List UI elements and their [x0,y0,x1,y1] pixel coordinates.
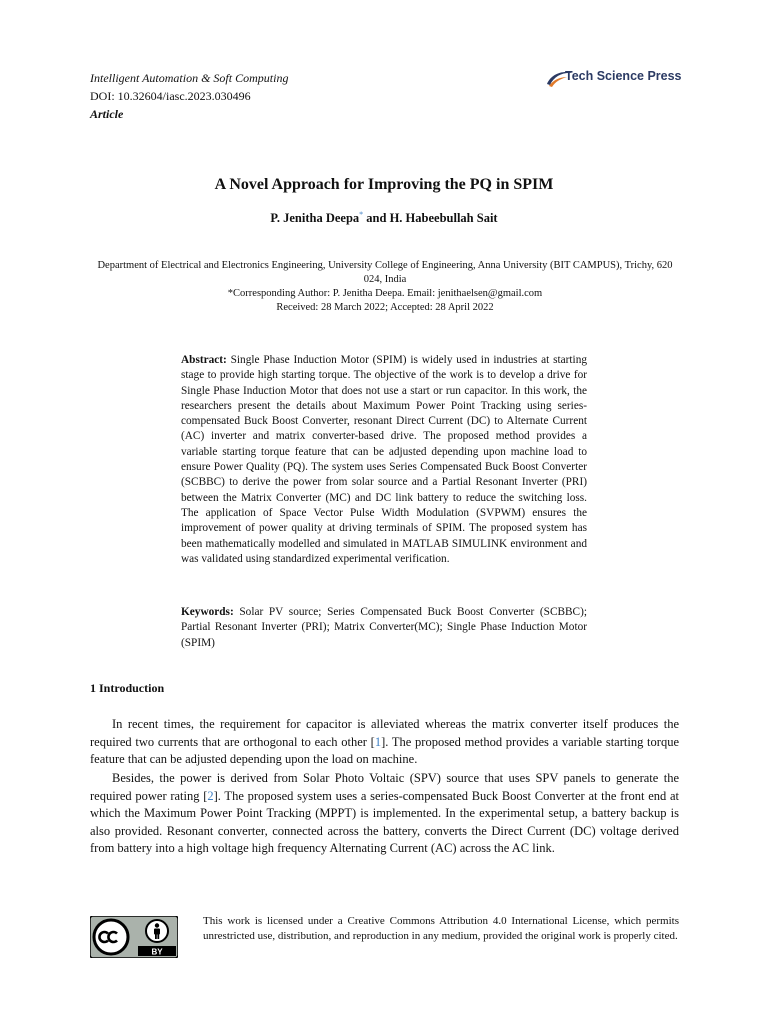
article-type: Article [90,107,124,121]
corresponding-author: *Corresponding Author: P. Jenitha Deepa. Email: jenithaelsen@gmail.com [227,288,543,299]
keywords-label: Keywords: [181,606,234,618]
affiliation-block [90,259,680,315]
cc-by-text: BY [151,947,163,957]
paragraph-text: ]. The proposed system uses a series-compensated Buck Boost Converter at the front end at which the Maximum Power Point Tracking (MPPT) is implemented. In the experimental setup, a battery backup is also provided. Resonant converter, connected across the battery, converts the Direct Current (DC) voltage derived from battery into a high voltage high frequency Alternating Current (AC) across the AC link. [90,788,680,855]
author-name: P. Jenitha Deepa [270,211,360,226]
person-icon [146,920,168,942]
cc-by-license-badge[interactable] [90,916,178,958]
abstract [181,353,587,567]
author-name: H. Habeebullah Sait [389,211,498,226]
publisher-logo-text: Tech Science Press [565,69,682,83]
journal-name: Intelligent Automation & Soft Computing [90,71,289,85]
citation-link[interactable]: 2 [207,788,214,803]
keywords [181,605,587,651]
author-conjunction: and [363,211,390,226]
corresponding-mark[interactable]: * [359,210,364,219]
paragraph [90,770,679,858]
keywords-text: Solar PV source; Series Compensated Buck Boost Converter (SCBBC); Partial Resonant Inverter (PRI); Matrix Converter(MC); Single Phase Induction Motor (SPIM) [181,606,587,649]
paragraph-text: In recent times, the requirement for capacitor is alleviated whereas the matrix converter itself produces the required two currents that are orthogonal to each other [ [90,717,679,749]
author-list [0,210,768,226]
citation-link[interactable]: 1 [374,734,382,749]
paragraph-text: ]. The proposed method provides a variable starting torque feature that can be adjusted depending upon the load on machine. [90,734,679,766]
affiliation: Department of Electrical and Electronics Engineering, University College of Engineering, Anna University (BIT CAMPUS), Trichy, 620 024, India [97,260,673,285]
abstract-label: Abstract: [181,354,227,366]
doi: DOI: 10.32604/iasc.2023.030496 [90,89,251,103]
paper-title: A Novel Approach for Improving the PQ in SPIM [214,176,554,193]
publisher-logo [545,67,682,89]
paragraph-text: Besides, the power is derived from Solar Photo Voltaic (SPV) source that uses SPV panels to generate the required power rating [ [90,771,679,803]
paragraph [90,716,679,769]
abstract-text: Single Phase Induction Motor (SPIM) is widely used in industries at starting stage to provide high starting torque. The objective of the work is to develop a drive for Single Phase Induction Motor that does not use a start or run capacitor. In this work, the researchers present the details about Maximum Power Point Tracking using series-compensated Buck Boost Converter, resonant Direct Current (DC) to Alternate Current (AC) inverter and matrix converter-based drive. The proposed method provides a variable starting torque feature that can be adjusted depending upon machine load to ensure Power Quality (PQ). The system uses Series Compensated Buck Boost Converter (SCBBC) to derive the power from solar source and a Partial Resonant Inverter (PRI) between the Matrix Converter (MC) and DC link battery to reduce the switching loss. The application of Space Vector Pulse Width Modulation (SVPWM) ensures the improvement of power quality at driving terminals of SPIM. The proposed system has been mathematically modelled and simulated in MATLAB SIMULINK environment and was validated using standardized experimental verification. [181,354,587,565]
section-heading: 1 Introduction [90,681,165,695]
license-statement: This work is licensed under a Creative Commons Attribution 4.0 International License, which permits unrestricted use, distribution, and reproduction in any medium, provided the original work is properly cited. [203,915,679,942]
received-accepted-dates: Received: 28 March 2022; Accepted: 28 April 2022 [276,302,494,313]
